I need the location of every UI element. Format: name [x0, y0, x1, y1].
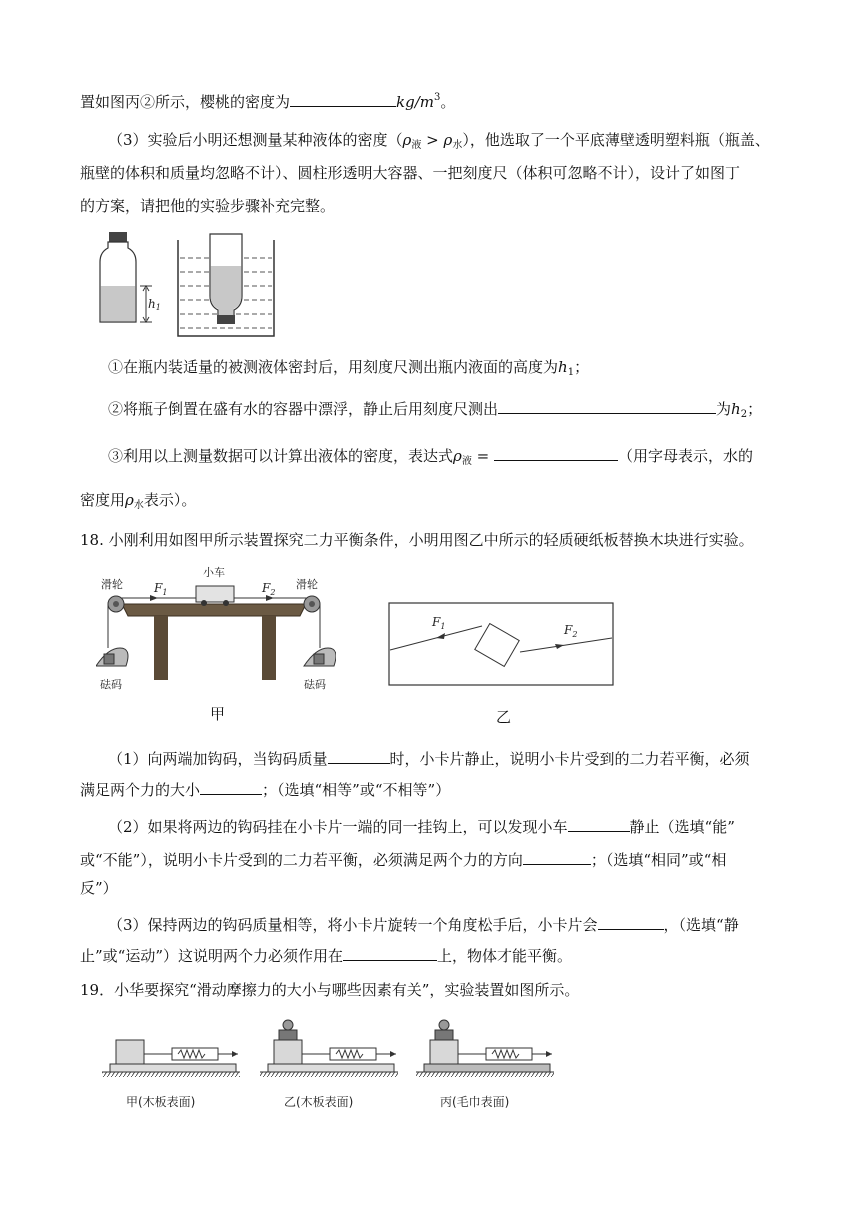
text: 反”） — [80, 879, 118, 897]
text: ②将瓶子倒置在盛有水的容器中漂浮，静止后用刻度尺测出 — [108, 400, 499, 418]
subscript: 1 — [567, 367, 575, 378]
pulley-right-label: 滑轮 — [296, 578, 318, 591]
q17-step-3 — [108, 444, 753, 472]
rho-symbol: ρ — [443, 131, 453, 149]
rho-symbol: ρ — [402, 131, 412, 149]
setup-jia — [102, 1040, 240, 1077]
text: 止”或“运动”）这说明两个力必须作用在 — [80, 947, 344, 965]
figure-ding-bottle — [96, 228, 276, 338]
weight-left-label: 砝码 — [100, 678, 122, 691]
wood-block — [116, 1040, 144, 1064]
unit: kg/m — [396, 93, 434, 111]
q17-step-3-line-2 — [80, 490, 196, 516]
pulley-left-label: 滑轮 — [101, 578, 123, 591]
inverted-bottle-cap — [217, 315, 235, 324]
answer-blank[interactable] — [498, 397, 716, 414]
q18-p2-line-3 — [80, 878, 118, 898]
caption-yi: 乙(木板表面) — [284, 1095, 354, 1109]
text: 为 — [716, 400, 732, 418]
text: ①在瓶内装适量的被测液体密封后，用刻度尺测出瓶内液面的高度为 — [108, 358, 559, 376]
f1-label: $F_1$ — [432, 615, 446, 631]
subscript: 2 — [740, 409, 748, 420]
q18-p2-line-2 — [80, 848, 726, 870]
text: = — [471, 447, 494, 465]
text: 。 — [440, 93, 456, 111]
text: > — [421, 131, 444, 149]
figure-friction-setups — [96, 1010, 556, 1120]
text: 密度用 — [80, 491, 126, 509]
q17-line-1 — [80, 88, 455, 112]
text: 瓶壁的体积和质量均忽略不计）、圆柱形透明大容器、一把刻度尺（体积可忽略不计），设计了如图丁 — [80, 164, 741, 182]
text: 18. 小刚利用如图甲所示装置探究二力平衡条件，小明用图乙中所示的轻质硬纸板替换木块进行实验。 — [80, 531, 754, 549]
liquid-in-bottle — [101, 286, 136, 321]
text: 时，小卡片静止，说明小卡片受到的二力若平衡，必须 — [389, 750, 750, 768]
unit-exponent: 3 — [433, 92, 441, 103]
h1-label: h1 — [148, 297, 161, 312]
setup-bing — [416, 1020, 554, 1077]
cart — [196, 586, 234, 602]
weight-right-label: 砝码 — [304, 678, 326, 691]
q18-p3-line-1 — [108, 913, 739, 935]
answer-blank[interactable] — [328, 747, 390, 764]
text: ，（选填“静 — [663, 916, 739, 934]
table-top — [122, 604, 306, 616]
text: ； — [574, 358, 590, 376]
figure-yi-card — [388, 602, 616, 688]
text: 上，物体才能平衡。 — [437, 947, 573, 965]
text: 或“不能”），说明小卡片受到的二力若平衡，必须满足两个力的方向 — [80, 851, 523, 869]
text: ），他选取了一个平底薄壁透明塑料瓶（瓶盖、 — [462, 131, 770, 149]
f2-label: $F_2$ — [564, 623, 578, 639]
q17-p3-line-2 — [80, 163, 740, 183]
answer-blank[interactable] — [343, 944, 437, 961]
q18-p1-line-2 — [80, 778, 450, 800]
table-leg-left — [154, 616, 168, 680]
answer-blank[interactable] — [494, 444, 618, 461]
weight — [435, 1030, 453, 1040]
text: 置如图丙②所示，樱桃的密度为 — [80, 93, 291, 111]
q18-p3-line-2 — [80, 944, 572, 966]
weight — [279, 1030, 297, 1040]
text: （用字母表示，水的 — [617, 447, 753, 465]
caption-bing: 丙(毛巾表面) — [440, 1095, 510, 1109]
caption-jia: 甲(木板表面) — [126, 1095, 196, 1109]
text: （3）保持两边的钩码质量相等，将小卡片旋转一个角度松手后，小卡片会 — [108, 916, 598, 934]
subscript: 水 — [133, 500, 144, 511]
q17-step-1 — [108, 357, 589, 383]
text: ； — [747, 400, 763, 418]
subscript: 水 — [452, 140, 463, 151]
q17-step-2 — [108, 397, 762, 425]
f2-label: $F_2$ — [262, 581, 276, 597]
text: （2）如果将两边的钩码挂在小卡片一端的同一挂钩上，可以发现小车 — [108, 818, 568, 836]
q17-p3-line-3 — [80, 196, 335, 216]
q19-intro — [80, 980, 579, 1000]
text: 满足两个力的大小 — [80, 781, 201, 799]
text: 的方案，请把他的实验步骤补充完整。 — [80, 197, 336, 215]
subscript: 液 — [461, 456, 472, 467]
setup-yi — [260, 1020, 398, 1077]
figure-caption-jia: 甲 — [210, 705, 226, 723]
text: 静止（选填“能” — [629, 818, 735, 836]
answer-blank[interactable] — [523, 848, 591, 865]
answer-blank[interactable] — [568, 815, 630, 832]
figure-jia-table — [96, 562, 336, 692]
variable: h — [731, 400, 741, 418]
q18-intro — [80, 530, 754, 550]
text: ；（选填“相等”或“不相等”） — [262, 781, 451, 799]
bottle-cap — [109, 232, 127, 242]
rho-symbol: ρ — [453, 447, 462, 465]
text: ③利用以上测量数据可以计算出液体的密度，表达式 — [108, 447, 454, 465]
q18-p1-line-1 — [108, 747, 750, 769]
text: ；（选填“相同”或“相 — [590, 851, 727, 869]
answer-blank[interactable] — [200, 778, 262, 795]
q18-p2-line-1 — [108, 815, 735, 837]
text: 19．小华要探究“滑动摩擦力的大小与哪些因素有关”，实验装置如图所示。 — [80, 981, 580, 999]
variable: h — [558, 358, 568, 376]
text: （1）向两端加钩码，当钩码质量 — [108, 750, 328, 768]
table-leg-right — [262, 616, 276, 680]
rho-symbol: ρ — [125, 491, 134, 509]
subscript: 液 — [411, 140, 422, 151]
figure-caption-yi: 乙 — [496, 708, 512, 726]
cart-label: 小车 — [203, 566, 225, 579]
answer-blank[interactable] — [290, 90, 396, 107]
wood-block — [274, 1040, 302, 1064]
wood-block — [430, 1040, 458, 1064]
text: 表示）。 — [143, 491, 197, 509]
answer-blank[interactable] — [598, 913, 664, 930]
q17-p3-line-1 — [108, 130, 770, 156]
text: （3）实验后小明还想测量某种液体的密度（ — [108, 131, 403, 149]
f1-label: $F_1$ — [154, 581, 168, 597]
